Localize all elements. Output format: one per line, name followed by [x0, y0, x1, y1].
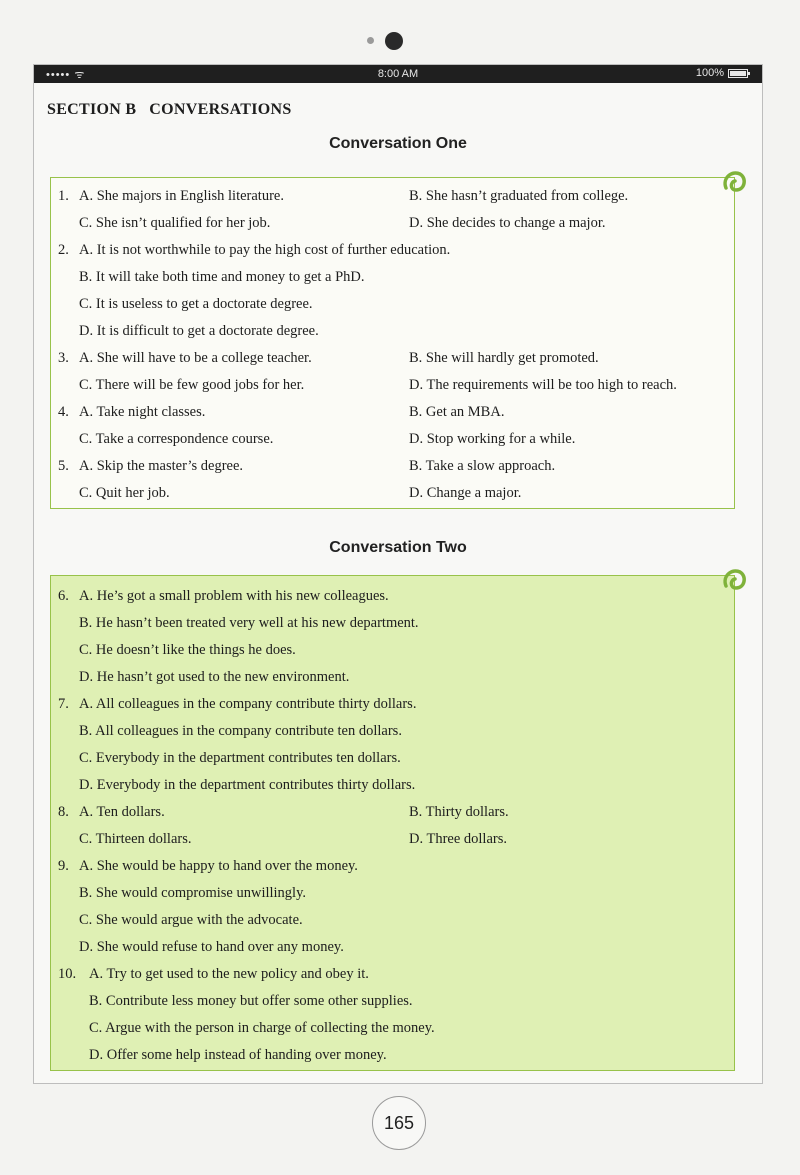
- question-3-option-a: A. She will have to be a college teacher.: [79, 350, 312, 366]
- question-4-option-c: C. Take a correspondence course.: [79, 431, 274, 447]
- question-9-option-b: B. She would compromise unwillingly.: [79, 885, 307, 901]
- question-9-option-a: A. She would be happy to hand over the money.: [79, 858, 358, 874]
- question-10-option-c: C. Argue with the person in charge of collecting the money.: [89, 1020, 435, 1036]
- question-6-option-a: A. He’s got a small problem with his new colleagues.: [79, 588, 389, 604]
- question-3-option-b: B. She will hardly get promoted.: [409, 350, 599, 366]
- conversation-one-title: Conversation One: [329, 135, 467, 152]
- camera-lens-icon: [385, 32, 403, 50]
- question-4-number: 4.: [58, 404, 69, 420]
- question-8-option-c: C. Thirteen dollars.: [79, 831, 192, 847]
- question-7-option-b: B. All colleagues in the company contribute ten dollars.: [79, 723, 402, 739]
- status-time: 8:00 AM: [377, 68, 419, 80]
- question-9-option-c: C. She would argue with the advocate.: [79, 912, 303, 928]
- wifi-icon: ᯤ: [74, 69, 86, 81]
- question-8-option-a: A. Ten dollars.: [79, 804, 165, 820]
- question-2-option-d: D. It is difficult to get a doctorate degree.: [79, 323, 319, 339]
- question-8-option-d: D. Three dollars.: [409, 831, 507, 847]
- question-7-number: 7.: [58, 696, 69, 712]
- question-1-option-d: D. She decides to change a major.: [409, 215, 606, 231]
- question-6-option-c: C. He doesn’t like the things he does.: [79, 642, 296, 658]
- question-7-option-d: D. Everybody in the department contributes thirty dollars.: [79, 777, 416, 793]
- battery-status: [696, 67, 748, 79]
- question-7-option-a: A. All colleagues in the company contribute thirty dollars.: [79, 696, 417, 712]
- question-1-option-b: B. She hasn’t graduated from college.: [409, 188, 629, 204]
- question-1-number: 1.: [58, 188, 69, 204]
- question-4-option-a: A. Take night classes.: [79, 404, 206, 420]
- conversation-two-title: Conversation Two: [329, 539, 467, 556]
- question-1-option-c: C. She isn’t qualified for her job.: [79, 215, 271, 231]
- battery-icon: [728, 69, 748, 78]
- tablet-screen: [33, 64, 763, 1084]
- question-2-option-c: C. It is useless to get a doctorate degree.: [79, 296, 313, 312]
- question-4-option-b: B. Get an MBA.: [409, 404, 505, 420]
- swirl-decoration-icon: [720, 168, 750, 198]
- question-6-number: 6.: [58, 588, 69, 604]
- question-7-option-c: C. Everybody in the department contributes ten dollars.: [79, 750, 401, 766]
- question-10-option-b: B. Contribute less money but offer some other supplies.: [89, 993, 413, 1009]
- question-9-number: 9.: [58, 858, 69, 874]
- question-5-option-c: C. Quit her job.: [79, 485, 170, 501]
- conversation-two-questions: [50, 575, 735, 1071]
- question-9-option-d: D. She would refuse to hand over any money.: [79, 939, 344, 955]
- question-2-option-b: B. It will take both time and money to get a PhD.: [79, 269, 365, 285]
- question-2-option-a: A. It is not worthwhile to pay the high cost of further education.: [79, 242, 451, 258]
- question-10-option-d: D. Offer some help instead of handing over money.: [89, 1047, 387, 1063]
- question-8-number: 8.: [58, 804, 69, 820]
- signal-strength: ••••• ᯤ: [46, 69, 86, 81]
- question-1-option-a: A. She majors in English literature.: [79, 188, 284, 204]
- page-number: 165: [372, 1096, 426, 1150]
- question-5-option-a: A. Skip the master’s degree.: [79, 458, 244, 474]
- question-6-option-b: B. He hasn’t been treated very well at his new department.: [79, 615, 419, 631]
- question-4-option-d: D. Stop working for a while.: [409, 431, 576, 447]
- question-5-number: 5.: [58, 458, 69, 474]
- tablet-camera: [365, 32, 405, 50]
- question-5-option-d: D. Change a major.: [409, 485, 522, 501]
- question-5-option-b: B. Take a slow approach.: [409, 458, 556, 474]
- question-10-option-a: A. Try to get used to the new policy and obey it.: [89, 966, 369, 982]
- question-2-number: 2.: [58, 242, 69, 258]
- question-10-number: 10.: [58, 966, 77, 982]
- status-bar: [34, 65, 762, 83]
- question-3-number: 3.: [58, 350, 69, 366]
- battery-percent: 100%: [695, 67, 724, 79]
- question-3-option-d: D. The requirements will be too high to reach.: [409, 377, 677, 393]
- sensor-dot-icon: [367, 37, 374, 44]
- swirl-decoration-icon: [720, 566, 750, 596]
- question-6-option-d: D. He hasn’t got used to the new environment.: [79, 669, 350, 685]
- question-3-option-c: C. There will be few good jobs for her.: [79, 377, 305, 393]
- question-8-option-b: B. Thirty dollars.: [409, 804, 509, 820]
- conversation-one-questions: [50, 177, 735, 509]
- section-title: SECTION B CONVERSATIONS: [47, 101, 292, 118]
